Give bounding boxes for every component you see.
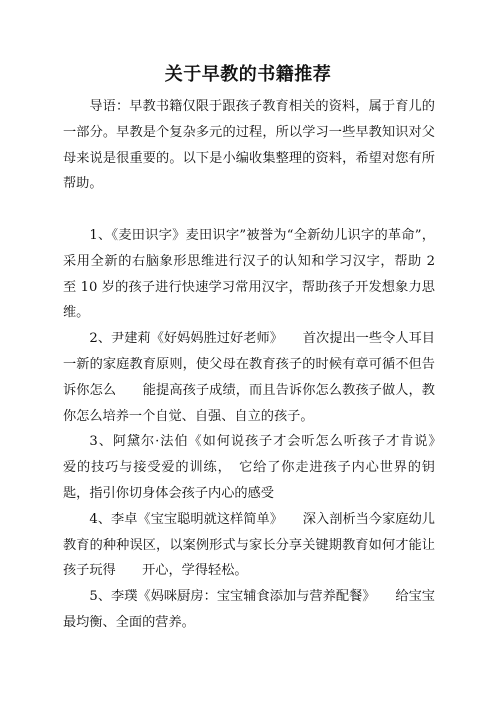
intro-paragraph: 导语：早教书籍仅限于跟孩子教育相关的资料，属于育儿的一部分。早教是个复杂多元的过程，所以学习一些早教知识对父母来说是很重要的。以下是小编收集整理的资料，希望对您有所帮助。 xyxy=(63,99,435,192)
book-item-2: 2、尹建莉《好妈妈胜过好老师》 首次提出一些令人耳目一新的家庭教育原则，使父母在教育孩子的时候有章可循不但告诉你怎么 能提高孩子成绩，而且告诉你怎么教孩子做人，教你怎么培养一个自觉、自强、自立的孩子。 xyxy=(63,331,435,424)
paragraph-gap xyxy=(63,197,435,223)
document-title: 关于早教的书籍推荐 xyxy=(164,64,332,85)
book-item-5: 5、李璞《妈咪厨房：宝宝辅食添加与营养配餐》 给宝宝最均衡、全面的营养。 xyxy=(63,589,435,630)
book-item-4: 4、李卓《宝宝聪明就这样简单》 深入剖析当今家庭幼儿教育的种种误区，以案例形式与家长分享关键期教育如何才能让孩子玩得 开心，学得轻松。 xyxy=(63,511,435,579)
book-item-1: 1、《麦田识字》麦田识字”被誉为“全新幼儿识字的革命”，采用全新的右脑象形思维进行汉子的认知和学习汉字，帮助 2 至 10 岁的孩子进行快速学习常用汉字，帮助孩子开发想象力思维。 xyxy=(63,227,435,321)
book-item-3: 3、阿黛尔·法伯《如何说孩子才会听怎么听孩子才肯说》 爱的技巧与接受爱的训练， 它给了你走进孩子内心世界的钥匙，指引你切身体会孩子内心的感受 xyxy=(63,434,462,501)
document-body xyxy=(63,94,462,636)
